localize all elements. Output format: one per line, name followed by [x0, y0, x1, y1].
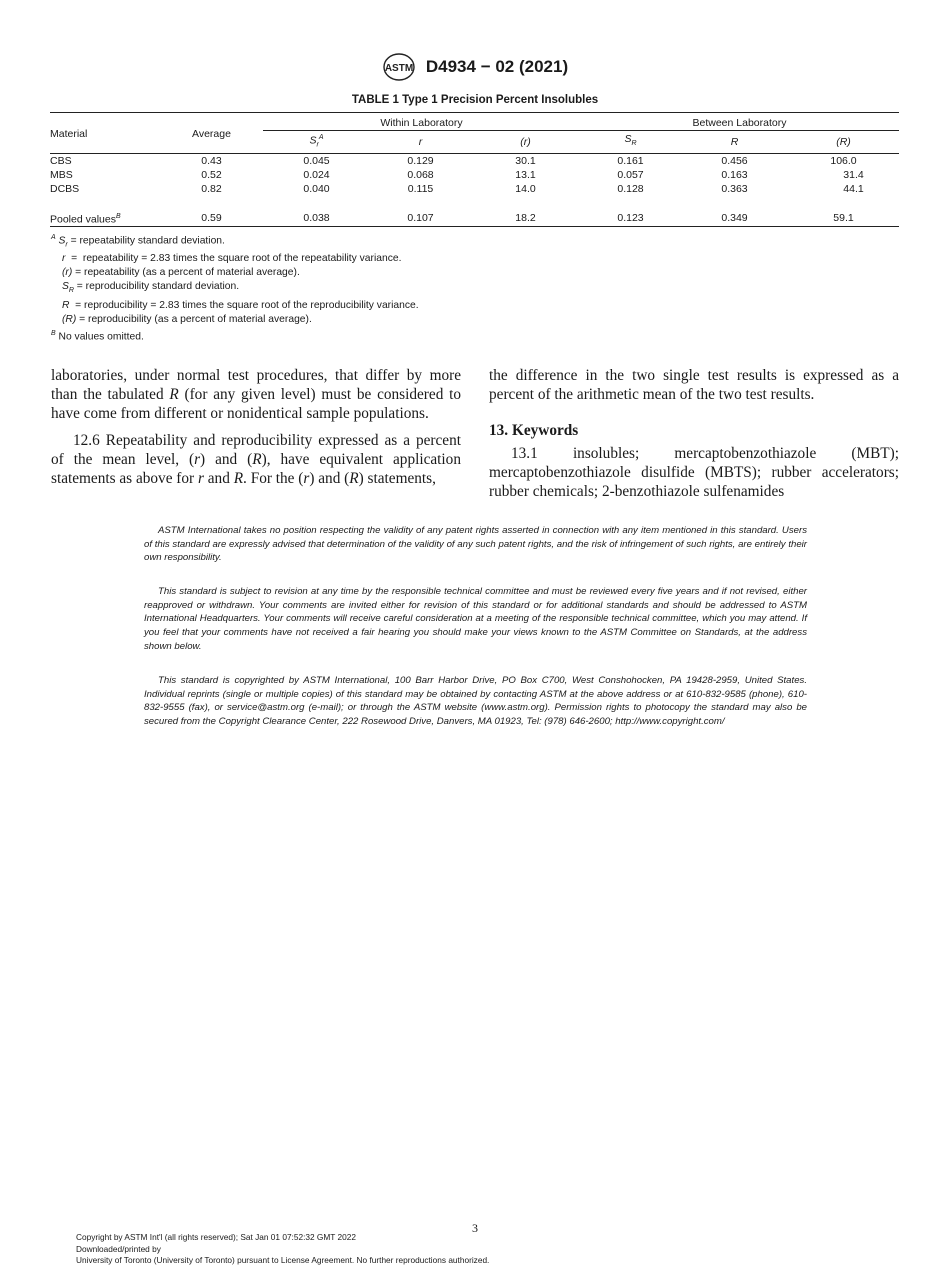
table-row: MBS 0.52 0.024 0.068 13.1 0.057 0.163 31.4: [50, 168, 864, 181]
copyright-notice: This standard is copyrighted by ASTM International, 100 Barr Harbor Drive, PO Box C700, West Conshohocken, PA 19428-2959, United States. Individual reprints (single or multiple copies) of this standard may be obtained by contacting ASTM at the above address or at 610-832-9585 (phone), 610-832-9555 (fax), or service@astm.org (e-mail); or through the ASTM website (www.astm.org). Permission rights to photocopy the standard may also be secured from the Copyright Clearance Center, 222 Rosewood Drive, Danvers, MA 01923, Tel: (978) 646-2600; http://www.copyright.com/: [144, 675, 807, 728]
footnote-sR: $S_R$ = reproducibility standard deviation.: [62, 281, 240, 295]
table-title: TABLE 1 Type 1 Precision Percent Insolubles: [351, 94, 599, 106]
header-r-percent: (r): [471, 131, 580, 154]
footnote-r-percent: (r) = repeatability (as a percent of material average).: [62, 267, 300, 279]
pooled-row: Pooled values$^B$ 0.59 0.038 0.107 18.2 0.123 0.349 59.1: [50, 211, 854, 226]
keywords-text: 13.1 insolubles; mercaptobenzothiazole (MBT); mercaptobenzothiazole disulfide (MBTS); rubber accelerators; rubber chemicals; 2-benzothiazole sulfenamides: [489, 445, 899, 500]
header-sr: $S_r^A$: [263, 131, 370, 154]
patent-notice: ASTM International takes no position respecting the validity of any patent rights asserted in connection with any item mentioned in this standard. Users of this standard are expressly advised that determination of the validity of any such patent rights, and the risk of infringement of such rights, are entirely their own responsibility.: [144, 525, 807, 564]
header-R: R: [681, 131, 788, 154]
footnote-r: r = repeatability = 2.83 times the square root of the repeatability variance.: [62, 253, 402, 265]
page-number: 3: [472, 1221, 478, 1235]
footnote-b: $^B$ No values omitted.: [51, 329, 144, 342]
document-header: [0, 52, 950, 82]
table-footnotes: [51, 231, 419, 344]
table-row: DCBS 0.82 0.040 0.115 14.0 0.128 0.363 44.1: [50, 182, 864, 195]
designation-title: D4934 − 02 (2021): [425, 57, 569, 76]
footnote-R: R = reproducibility = 2.83 times the square root of the reproducibility variance.: [62, 299, 419, 311]
astm-logo-icon: [382, 52, 416, 82]
header-average: Average: [160, 116, 263, 153]
body-column-right: [489, 366, 899, 501]
svg-text:ASTM: ASTM: [384, 63, 414, 74]
table-row: CBS 0.43 0.045 0.129 30.1 0.161 0.456 106.0: [50, 154, 857, 167]
header-r: r: [370, 131, 471, 154]
header-material: Material: [50, 116, 160, 153]
header-within-laboratory: Within Laboratory: [263, 116, 580, 131]
paragraph-12-6: 12.6 Repeatability and reproducibility expressed as a percent of the mean level, (r) and (R), have equivalent application statements as above for r and R. For the (r) and (R) statements,: [51, 432, 461, 487]
header-between-laboratory: Between Laboratory: [580, 116, 899, 131]
body-column-left: [51, 366, 461, 488]
precision-table: [50, 112, 899, 228]
revision-notice: This standard is subject to revision at any time by the responsible technical committee and must be reviewed every five years and if not revised, either reapproved or withdrawn. Your comments are invited either for revision of this standard or for additional standards and should be addressed to ASTM International Headquarters. Your comments will receive careful consideration at a meeting of the responsible technical committee, which you may attend. If you feel that your comments have not received a fair hearing you should make your views known to the ASTM Committee on Standards, at the address shown below.: [144, 586, 807, 652]
paragraph-12-6-continued: the difference in the two single test results is expressed as a percent of the arithmetic mean of the two test results.: [489, 367, 899, 403]
footnote-R-percent: (R) = reproducibility (as a percent of material average).: [62, 313, 312, 325]
header-R-percent: (R): [788, 131, 899, 154]
download-footer: Copyright by ASTM Int'l (all rights reserved); Sat Jan 01 07:52:32 GMT 2022 Downloaded/printed by University of Toronto (University of Toronto) pursuant to License Agreement. No further reproductions authorized.: [76, 1232, 490, 1265]
keywords-heading: 13. Keywords: [489, 422, 579, 439]
paragraph-12-5-continued: laboratories, under normal test procedures, that differ by more than the tabulated R (for any given level) must be considered to have come from different or nonidentical sample populations.: [51, 367, 461, 422]
footnote-a: $^A$ $S_r$ = repeatability standard deviation.: [51, 234, 225, 249]
header-sR: $S_R$: [580, 131, 681, 154]
